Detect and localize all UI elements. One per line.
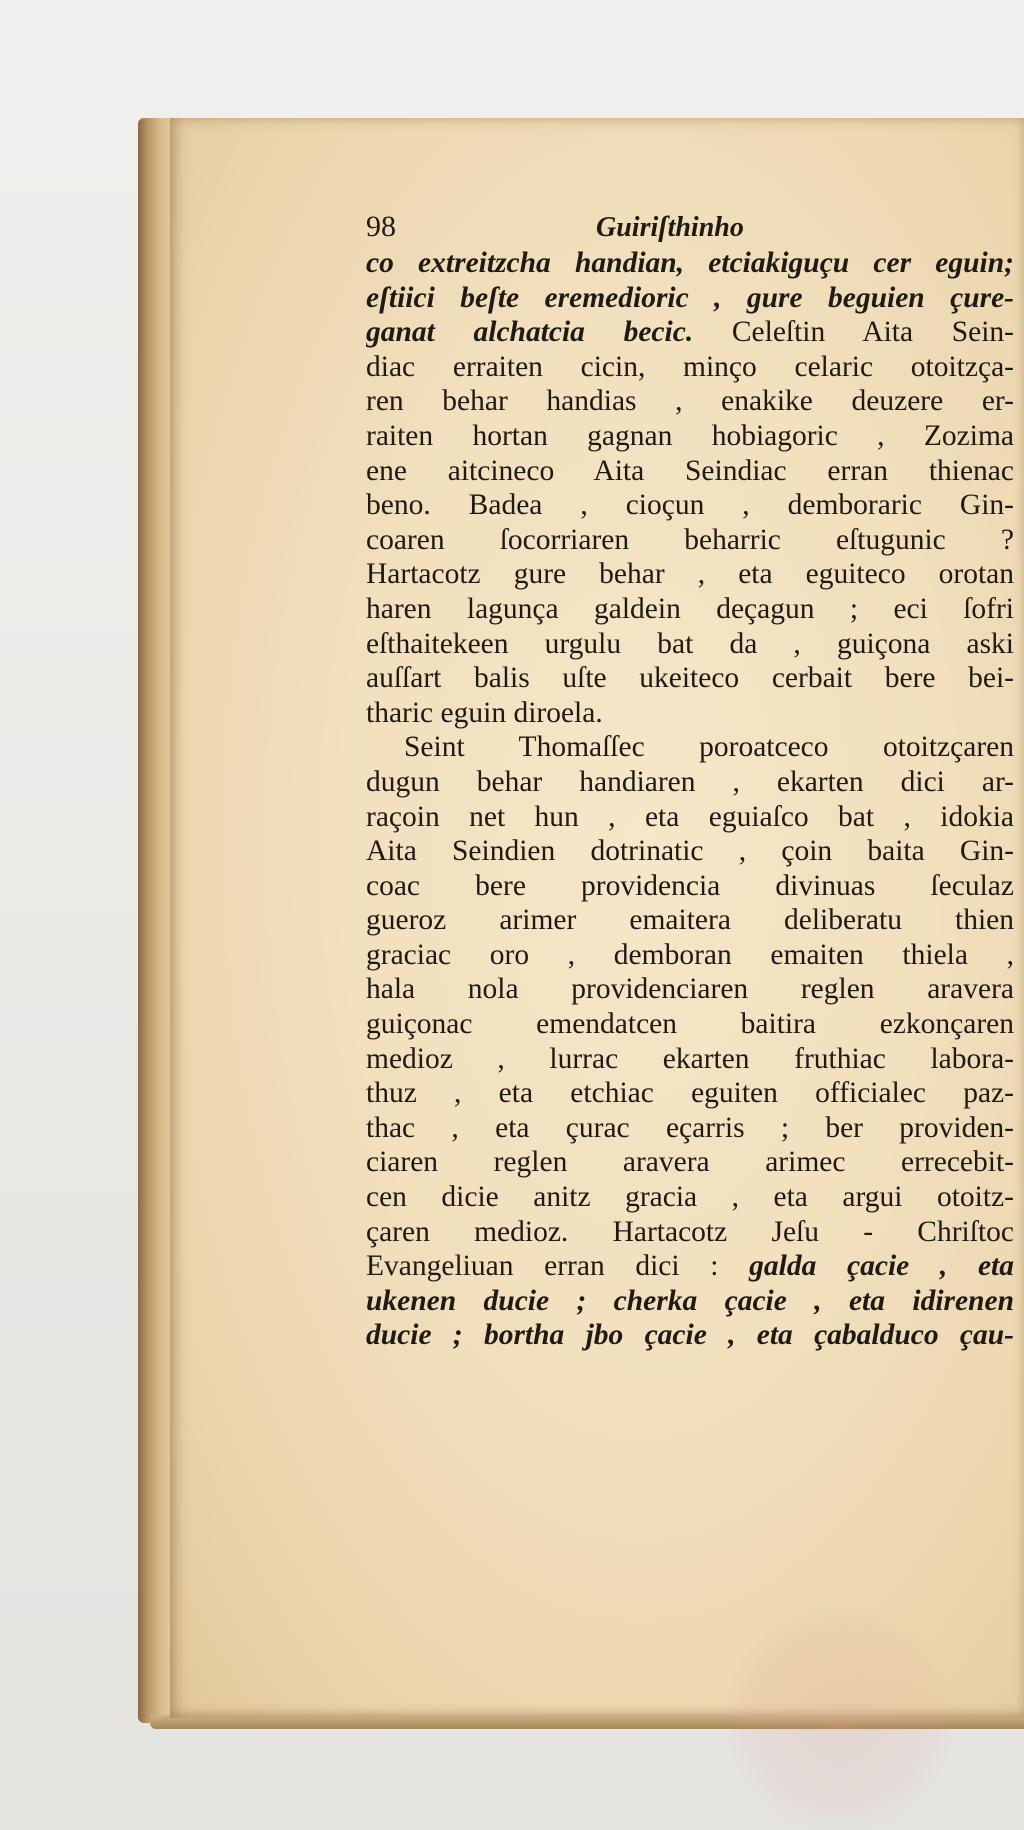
text-line [366, 1249, 1014, 1284]
text-line [366, 1007, 1014, 1042]
text-line [366, 800, 1014, 835]
text-line [366, 1145, 1014, 1180]
text-line-content: Evangeliuan erran dici : [366, 1250, 719, 1283]
text-line-continuation: Celeſtin Aita Sein- [693, 316, 1014, 349]
text-line-content: ciaren reglen aravera arimec errecebit- [366, 1146, 1014, 1179]
text-line [366, 350, 1014, 385]
text-line-content: auſſart balis uſte ukeiteco cerbait bere bei- [366, 662, 1014, 695]
text-line-continuation: cherka çacie , eta idirenen [586, 1284, 1014, 1317]
text-line-content: haren lagunça galdein deçagun ; eci ſofri [366, 592, 1014, 625]
text-line-content: co extreitzcha handian, etciakiguçu cer eguin; [366, 247, 1014, 279]
text-line-content: medioz , lurrac ekarten fruthiac labora- [366, 1042, 1014, 1075]
text-line [366, 627, 1014, 662]
text-line-content: raçoin net hun , eta eguiaſco bat , idokia [366, 800, 1014, 833]
text-line-content: cen dicie anitz gracia , eta argui otoitz- [366, 1181, 1014, 1214]
text-line [366, 454, 1014, 489]
text-line [366, 488, 1014, 523]
text-line-content: çaren medioz. Hartacotz Jeſu - Chriſtoc [366, 1215, 1014, 1248]
text-line [366, 1180, 1014, 1215]
text-line [366, 1111, 1014, 1146]
text-line [366, 903, 1014, 938]
text-line [366, 315, 1014, 350]
text-line-content: ukenen ducie ; [366, 1284, 587, 1317]
text-line-content: ganat alchatcia becic. [366, 316, 694, 349]
running-head: Guiriſthinho [596, 212, 744, 243]
text-line [366, 938, 1014, 973]
text-line [366, 419, 1014, 454]
text-line-content: hala nola providenciaren reglen aravera [366, 973, 1014, 1006]
text-line [366, 972, 1014, 1007]
text-line-continuation: galda çacie , eta [718, 1250, 1014, 1283]
text-line-content: coaren ſocorriaren beharric eſtugunic ? [366, 523, 1014, 556]
text-line-content: gueroz arimer emaitera deliberatu thien [366, 904, 1014, 937]
text-line [366, 730, 1014, 765]
faded-library-stamp [725, 1603, 955, 1830]
text-line [366, 281, 1014, 316]
text-line-content: guiçonac emendatcen baitira ezkonçaren [366, 1008, 1014, 1041]
page-text [366, 210, 1014, 1353]
text-line-content: thuz , eta etchiac eguiten officialec paz- [366, 1077, 1014, 1110]
text-line-content: raiten hortan gagnan hobiagoric , Zozima [366, 419, 1014, 452]
text-line [366, 1318, 1014, 1353]
text-line [366, 557, 1014, 592]
text-line-content: diac erraiten cicin, minço celaric otoitzça- [366, 350, 1014, 383]
text-line-content: coac bere providencia divinuas ſeculaz [366, 869, 1014, 902]
text-line [366, 246, 1014, 281]
text-line [366, 523, 1014, 558]
text-line [366, 661, 1014, 696]
text-line-content: graciac oro , demboran emaiten thiela , [366, 938, 1014, 971]
text-line [366, 834, 1014, 869]
text-line-content: eſthaitekeen urgulu bat da , guiçona aski [366, 627, 1014, 660]
text-line-content: ducie ; bortha jbo çacie , eta çabalduco çau- [366, 1319, 1014, 1352]
text-line-content: thac , eta çurac eçarris ; ber providen- [366, 1111, 1014, 1144]
text-line-content: tharic eguin diroela. [366, 696, 603, 729]
text-line-content: eſtiici beſte eremedioric , gure beguien çure- [366, 281, 1014, 314]
text-line-content: Seint Thomaſſec poroatceco otoitzçaren [404, 731, 1014, 764]
text-line [366, 1042, 1014, 1077]
page-number: 98 [366, 210, 396, 243]
text-line [366, 696, 1014, 731]
page-header [366, 210, 1014, 246]
text-line [366, 1215, 1014, 1250]
text-line-content: ren behar handias , enakike deuzere er- [366, 385, 1014, 418]
text-line [366, 384, 1014, 419]
text-line [366, 1284, 1014, 1319]
text-line-content: Hartacotz gure behar , eta eguiteco orotan [366, 558, 1014, 591]
text-line-content: ene aitcineco Aita Seindiac erran thienac [366, 454, 1014, 487]
text-lines [366, 246, 1014, 1353]
text-line [366, 869, 1014, 904]
text-line-content: Aita Seindien dotrinatic , çoin baita Gin- [366, 835, 1014, 868]
text-line [366, 1076, 1014, 1111]
text-line [366, 592, 1014, 627]
text-line-content: beno. Badea , cioçun , demboraric Gin- [366, 489, 1014, 522]
text-line-content: dugun behar handiaren , ekarten dici ar- [366, 765, 1014, 798]
text-line [366, 765, 1014, 800]
